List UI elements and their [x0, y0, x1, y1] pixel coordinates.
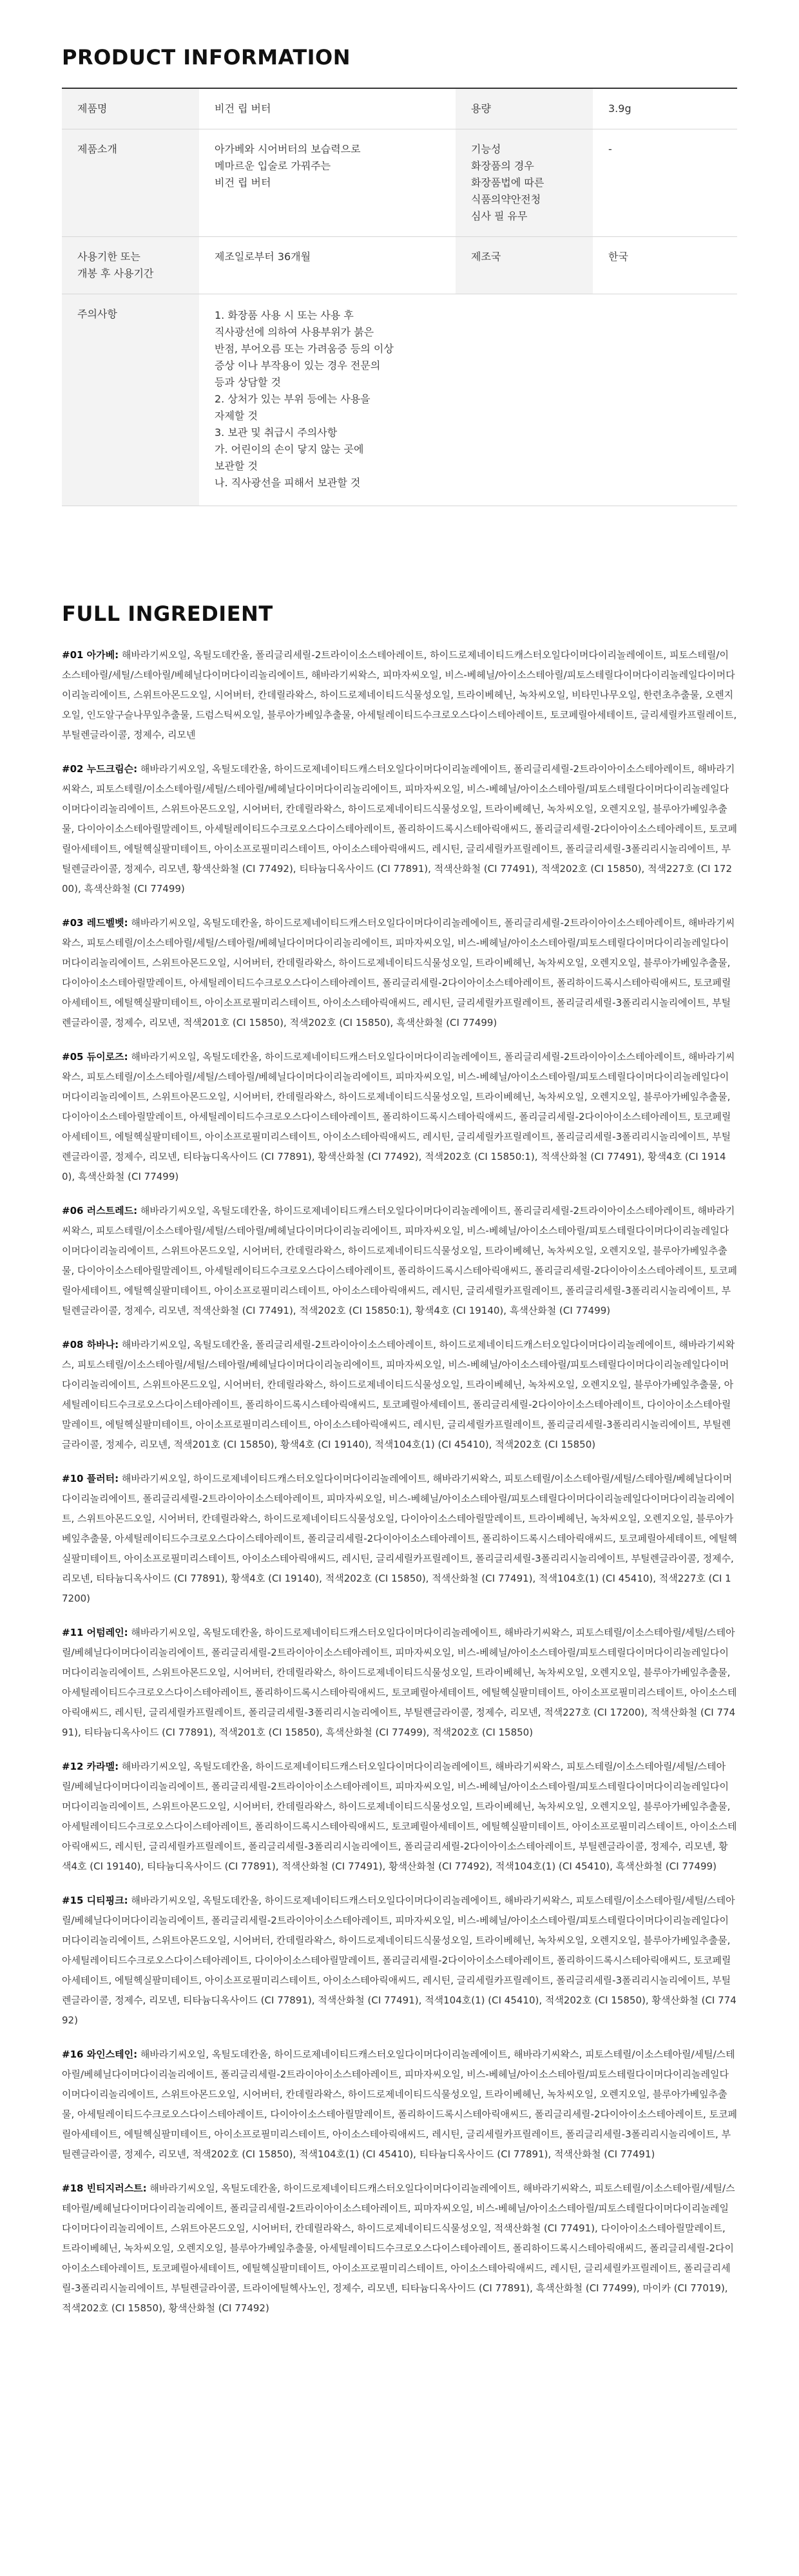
ingredient-item [62, 1623, 737, 1743]
ingredient-text: 해바라기씨오일, 옥틸도데칸올, 하이드로제네이티드캐스터오일다이머다이리놀레에이트, 해바라기씨왁스, 피토스테릴/이소스테아릴/세틸/스테아릴/베헤닐다이머다이리놀리에이트, 폴리글리세릴-2트라이아이소스테아레이트, 피마자씨오일, 비스-베헤닐/아이소스테아릴/피토스테릴다이머다이리놀레일다이머다이리놀리에이트, 스위트아몬드오일, 시어버터, 칸데릴라왁스, 하이드로제네이티드식물성오일, 적색산화철 (CI 77491), 다이아이소스테아릴말레이트, 트라이베헤닌, 녹차씨오일, 오렌지오일, 블루아가베잎추출물, 아세틸레이티드수크로오스다이스테아레이트, 폴리하이드록시스테아릭애씨드, 폴리글리세릴-2다이아이소스테아레이트, 토코페릴아세테이트, 에틸헥실팔미테이트, 아이소프로필미리스테이트, 아이소스테아릭애씨드, 레시틴, 글리세릴카프릴레이트, 폴리글리세릴-3폴리리시놀리에이트, 부틸렌글라이콜, 트라이에틸헥사노인, 정제수, 리모넨, 티타늄디옥사이드 (CI 77891), 흑색산화철 (CI 77499), 마이카 (CI 77019), 적색202호 (CI 15850), 황색산화철 (CI 77492) [62, 2183, 735, 2314]
table-row [62, 129, 737, 237]
ingredient-shade-name: #10 플러터: [62, 1473, 119, 1484]
ingredient-item [62, 1335, 737, 1455]
ingredient-text: 해바라기씨오일, 옥틸도데칸올, 하이드로제네이티드캐스터오일다이머다이리놀레에이트, 해바라기씨왁스, 피토스테릴/이소스테아릴/세틸/스테아릴/베헤닐다이머다이리놀리에이트, 폴리글리세릴-2트라이아이소스테아레이트, 피마자씨오일, 비스-베헤닐/아이소스테아릴/피토스테릴다이머다이리놀레일다이머다이리놀리에이트, 스위트아몬드오일, 시어버터, 칸데릴라왁스, 하이드로제네이티드식물성오일, 트라이베헤닌, 녹차씨오일, 오렌지오일, 블루아가베잎추출물, 아세틸레이티드수크로오스다이스테아레이트, 다이아이소스테아릴말레이트, 폴리글리세릴-2다이아이소스테아레이트, 폴리하이드록시스테아릭애씨드, 토코페릴아세테이트, 에틸헥실팔미테이트, 아이소프로필미리스테이트, 아이소스테아릭애씨드, 레시틴, 글리세릴카프릴레이트, 폴리글리세릴-3폴리리시놀리에이트, 부틸렌글라이콜, 정제수, 리모넨, 티타늄디옥사이드 (CI 77891), 적색산화철 (CI 77491), 적색104호(1) (CI 45410), 적색202호 (CI 15850), 황색산화철 (CI 77492) [62, 1895, 736, 2026]
label-expiry: 사용기한 또는 개봉 후 사용기간 [62, 237, 199, 294]
ingredient-item [62, 645, 737, 745]
ingredient-text: 해바라기씨오일, 옥틸도데칸올, 하이드로제네이티드캐스터오일다이머다이리놀레에이트, 폴리글리세릴-2트라이아이소스테아레이트, 해바라기씨왁스, 피토스테릴/이소스테아릴/세틸/스테아릴/베헤닐다이머다이리놀리에이트, 피마자씨오일, 비스-베헤닐/아이소스테아릴/피토스테릴다이머다이리놀레일다이머다이리놀리에이트, 스위트아몬드오일, 시어버터, 칸데릴라왁스, 하이드로제네이티드식물성오일, 트라이베헤닌, 녹차씨오일, 오렌지오일, 블루아가베잎추출물, 다이아이소스테아릴말레이트, 아세틸레이티드수크로오스다이스테아레이트, 폴리글리세릴-2다이아이소스테아레이트, 폴리하이드록시스테아릭애씨드, 토코페릴아세테이트, 에틸헥실팔미테이트, 아이소프로필미리스테이트, 아이소스테아릭애씨드, 레시틴, 글리세릴카프릴레이트, 폴리글리세릴-3폴리리시놀리에이트, 부틸렌글라이콜, 정제수, 리모넨, 적색201호 (CI 15850), 적색202호 (CI 15850), 흑색산화철 (CI 77499) [62, 917, 735, 1028]
ingredient-text: 해바라기씨오일, 옥틸도데칸올, 하이드로제네이티드캐스터오일다이머다이리놀레에이트, 폴리글리세릴-2트라이아이소스테아레이트, 해바라기씨왁스, 피토스테릴/이소스테아릴/세틸/스테아릴/베헤닐다이머다이리놀리에이트, 피마자씨오일, 비스-베헤닐/아이소스테아릴/피토스테릴다이머다이리놀레일다이머다이리놀리에이트, 스위트아몬드오일, 시어버터, 칸데릴라왁스, 하이드로제네이티드식물성오일, 트라이베헤닌, 녹차씨오일, 오렌지오일, 블루아가베잎추출물, 다이아이소스테아릴말레이트, 아세틸레이티드수크로오스다이스테아레이트, 폴리하이드록시스테아릭애씨드, 폴리글리세릴-2다이아이소스테아레이트, 토코페릴아세테이트, 에틸헥실팔미테이트, 아이소프로필미리스테이트, 아이소스테아릭애씨드, 레시틴, 글리세릴카프릴레이트, 폴리글리세릴-3폴리리시놀리에이트, 부틸렌글라이콜, 정제수, 리모넨, 황색산화철 (CI 77492), 티타늄디옥사이드 (CI 77891), 적색산화철 (CI 77491), 적색202호 (CI 15850), 적색227호 (CI 17200), 흑색산화철 (CI 77499) [62, 763, 737, 895]
ingredient-shade-name: #15 디티핑크: [62, 1895, 128, 1906]
ingredient-item [62, 1047, 737, 1187]
ingredient-text: 해바라기씨오일, 옥틸도데칸올, 하이드로제네이티드캐스터오일다이머다이리놀레에이트, 폴리글리세릴-2트라이아이소스테아레이트, 해바라기씨왁스, 피토스테릴/이소스테아릴/세틸/스테아릴/베헤닐다이머다이리놀리에이트, 피마자씨오일, 비스-베헤닐/아이소스테아릴/피토스테릴다이머다이리놀레일다이머다이리놀리에이트, 스위트아몬드오일, 시어버터, 칸데릴라왁스, 하이드로제네이티드식물성오일, 트라이베헤닌, 녹차씨오일, 오렌지오일, 블루아가베잎추출물, 다이아이소스테아릴말레이트, 아세틸레이티드수크로오스다이스테아레이트, 폴리하이드록시스테아릭애씨드, 폴리글리세릴-2다이아이소스테아레이트, 토코페릴아세테이트, 에틸헥실팔미테이트, 아이소프로필미리스테이트, 아이소스테아릭애씨드, 레시틴, 글리세릴카프릴레이트, 폴리글리세릴-3폴리리시놀리에이트, 부틸렌글라이콜, 정제수, 리모넨, 티타늄디옥사이드 (CI 77891), 황색산화철 (CI 77492), 적색202호 (CI 15850:1), 적색산화철 (CI 77491), 황색4호 (CI 19140), 흑색산화철 (CI 77499) [62, 1051, 735, 1182]
product-information-title: PRODUCT INFORMATION [62, 45, 351, 70]
ingredient-item [62, 2045, 737, 2164]
ingredient-shade-name: #03 레드벨벳: [62, 917, 128, 929]
value-expiry: 제조일로부터 36개월 [199, 237, 456, 294]
label-volume: 용량 [456, 88, 593, 129]
ingredient-text: 해바라기씨오일, 옥틸도데칸올, 하이드로제네이티드캐스터오일다이머다이리놀레에이트, 폴리글리세릴-2트라이아이소스테아레이트, 해바라기씨왁스, 피토스테릴/이소스테아릴/세틸/스테아릴/베헤닐다이머다이리놀리에이트, 피마자씨오일, 비스-베헤닐/아이소스테아릴/피토스테릴다이머다이리놀레일다이머다이리놀리에이트, 스위트아몬드오일, 시어버터, 칸데릴라왁스, 하이드로제네이티드식물성오일, 트라이베헤닌, 녹차씨오일, 오렌지오일, 블루아가베잎추출물, 다이아이소스테아릴말레이트, 아세틸레이티드수크로오스다이스테아레이트, 폴리하이드록시스테아릭애씨드, 폴리글리세릴-2다이아이소스테아레이트, 토코페릴아세테이트, 에틸헥실팔미테이트, 아이소프로필미리스테이트, 아이소스테아릭애씨드, 레시틴, 글리세릴카프릴레이트, 폴리글리세릴-3폴리리시놀리에이트, 부틸렌글라이콜, 정제수, 리모넨, 적색산화철 (CI 77491), 적색202호 (CI 15850:1), 황색4호 (CI 19140), 흑색산화철 (CI 77499) [62, 1205, 737, 1316]
ingredient-text: 해바라기씨오일, 옥틸도데칸올, 폴리글리세릴-2트라이아이소스테아레이트, 하이드로제네이티드캐스터오일다이머다이리놀레에이트, 해바라기씨왁스, 피토스테릴/이소스테아릴/세틸/스테아릴/베헤닐다이머다이리놀리에이트, 피마자씨오일, 비스-베헤닐/아이소스테아릴/피토스테릴다이머다이리놀레일다이머다이리놀리에이트, 스위트아몬드오일, 시어버터, 칸데릴라왁스, 하이드로제네이티드식물성오일, 트라이베헤닌, 녹차씨오일, 오렌지오일, 블루아가베잎추출물, 아세틸레이티드수크로오스다이스테아레이트, 폴리하이드록시스테아릭애씨드, 토코페릴아세테이트, 폴리글리세릴-2다이아이소스테아레이트, 다이아이소스테아릴말레이트, 에틸헥실팔미테이트, 아이소프로필미리스테이트, 아이소스테아릭애씨드, 레시틴, 글리세릴카프릴레이트, 폴리글리세릴-3폴리리시놀리에이트, 부틸렌글라이콜, 정제수, 리모넨, 적색201호 (CI 15850), 황색4호 (CI 19140), 적색104호(1) (CI 45410), 적색202호 (CI 15850) [62, 1339, 735, 1450]
label-product-name: 제품명 [62, 88, 199, 129]
table-row [62, 294, 737, 506]
ingredient-text: 해바라기씨오일, 옥틸도데칸올, 하이드로제네이티드캐스터오일다이머다이리놀레에이트, 해바라기씨왁스, 피토스테릴/이소스테아릴/세틸/스테아릴/베헤닐다이머다이리놀리에이트, 폴리글리세릴-2트라이아이소스테아레이트, 피마자씨오일, 비스-베헤닐/아이소스테아릴/피토스테릴다이머다이리놀레일다이머다이리놀리에이트, 스위트아몬드오일, 시어버터, 칸데릴라왁스, 하이드로제네이티드식물성오일, 트라이베헤닌, 녹차씨오일, 오렌지오일, 블루아가베잎추출물, 아세틸레이티드수크로오스다이스테아레이트, 폴리하이드록시스테아릭애씨드, 토코페릴아세테이트, 에틸헥실팔미테이트, 아이소프로필미리스테이트, 아이소스테아릭애씨드, 레시틴, 글리세릴카프릴레이트, 폴리글리세릴-3폴리리시놀리에이트, 폴리글리세릴-2다이아이소스테아레이트, 부틸렌글라이콜, 정제수, 리모넨, 황색4호 (CI 19140), 티타늄디옥사이드 (CI 77891), 적색산화철 (CI 77491), 황색산화철 (CI 77492), 적색104호(1) (CI 45410), 흑색산화철 (CI 77499) [62, 1761, 737, 1872]
ingredient-item [62, 1469, 737, 1609]
ingredient-shade-name: #18 빈티지러스트: [62, 2183, 147, 2194]
ingredient-item [62, 1201, 737, 1321]
label-country: 제조국 [456, 237, 593, 294]
value-functional-cosmetics: - [593, 129, 737, 237]
value-volume: 3.9g [593, 88, 737, 129]
ingredient-item [62, 1891, 737, 2031]
ingredient-shade-name: #12 카라멜: [62, 1761, 119, 1772]
ingredient-shade-name: #05 듀이로즈: [62, 1051, 128, 1063]
product-info-table [62, 88, 737, 506]
label-caution: 주의사항 [62, 294, 199, 506]
ingredient-shade-name: #01 아가베: [62, 649, 119, 661]
ingredient-item [62, 759, 737, 899]
ingredient-shade-name: #11 어텀레인: [62, 1627, 128, 1638]
ingredient-item [62, 913, 737, 1033]
label-functional-cosmetics: 기능성 화장품의 경우 화장품법에 따른 식품의약안전청 심사 필 유무 [456, 129, 593, 237]
ingredient-text: 해바라기씨오일, 옥틸도데칸올, 폴리글리세릴-2트라이이소스테아레이트, 하이드로제네이티드캐스터오일다이머다이리놀레에이트, 피토스테릴/이소스테아릴/세틸/스테아릴/베헤닐다이머다이리놀리에이트, 해바라기씨왁스, 피마자씨오일, 비스-베헤닐/아이소스테아릴/피토스테릴다이머다이리놀레일다이머다이리놀리에이트, 스위트아몬드오일, 시어버터, 칸데릴라왁스, 하이드로제네이티드식물성오일, 트라이베헤닌, 녹차씨오일, 비타민나무오일, 한련초추출물, 오렌지오일, 인도알구슬나무잎추출물, 드럼스틱씨오일, 블루아가베잎추출물, 아세틸레이티드수크로오스다이스테아레이트, 토코페릴아세테이트, 글리세릴카프릴레이트, 부틸렌글라이콜, 정제수, 리모넨 [62, 649, 737, 741]
ingredient-text: 해바라기씨오일, 옥틸도데칸올, 하이드로제네이티드캐스터오일다이머다이리놀레에이트, 해바라기씨왁스, 피토스테릴/이소스테아릴/세틸/스테아릴/베헤닐다이머다이리놀리에이트, 폴리글리세릴-2트라이아이소스테아레이트, 피마자씨오일, 비스-베헤닐/아이소스테아릴/피토스테릴다이머다이리놀레일다이머다이리놀리에이트, 스위트아몬드오일, 시어버터, 칸데릴라왁스, 하이드로제네이티드식물성오일, 트라이베헤닌, 녹차씨오일, 오렌지오일, 블루아가베잎추출물, 아세틸레이티드수크로오스다이스테아레이트, 다이아이소스테아릴말레이트, 폴리하이드록시스테아릭애씨드, 폴리글리세릴-2다이아이소스테아레이트, 토코페릴아세테이트, 에틸헥실팔미테이트, 아이소프로필미리스테이트, 아이소스테아릭애씨드, 레시틴, 글리세릴카프릴레이트, 폴리글리세릴-3폴리리시놀리에이트, 부틸렌글라이콜, 정제수, 리모넨, 적색202호 (CI 15850), 적색104호(1) (CI 45410), 티타늄디옥사이드 (CI 77891), 적색산화철 (CI 77491) [62, 2049, 737, 2160]
ingredient-shade-name: #06 러스트레드: [62, 1205, 138, 1217]
value-product-intro: 아가베와 시어버터의 보습력으로 메마르운 입술로 가꿔주는 비건 립 버터 [199, 129, 456, 237]
ingredient-shade-name: #02 누드크림슨: [62, 763, 138, 775]
table-row [62, 237, 737, 294]
label-product-intro: 제품소개 [62, 129, 199, 237]
full-ingredient-title: FULL INGREDIENT [62, 601, 273, 626]
ingredient-text: 해바라기씨오일, 하이드로제네이티드캐스터오일다이머다이리놀레에이트, 해바라기씨왁스, 피토스테릴/이소스테아릴/세틸/스테아릴/베헤닐다이머다이리놀리에이트, 폴리글리세릴-2트라이아이소스테아레이트, 피마자씨오일, 비스-베헤닐/아이소스테아릴/피토스테릴다이머다이리놀레일다이머다이리놀리에이트, 스위트아몬드오일, 시어버터, 칸데릴라왁스, 하이드로제네이티드식물성오일, 다이아이소스테아릴말레이트, 트라이베헤닌, 녹차씨오일, 오렌지오일, 블루아가베잎추출물, 아세틸레이티드수크로오스다이스테아레이트, 폴리글리세릴-2다이아이소스테아레이트, 폴리하이드록시스테아릭애씨드, 토코페릴아세테이트, 에틸헥실팔미테이트, 아이소프로필미리스테이트, 아이소스테아릭애씨드, 레시틴, 글리세릴카프릴레이트, 폴리글리세릴-3폴리리시놀리에이트, 부틸렌글라이콜, 정제수, 리모넨, 티타늄디옥사이드 (CI 77891), 황색4호 (CI 19140), 적색202호 (CI 15850), 적색산화철 (CI 77491), 적색104호(1) (CI 45410), 적색227호 (CI 17200) [62, 1473, 737, 1604]
ingredient-shade-name: #16 와인스테인: [62, 2049, 138, 2060]
ingredient-list [62, 645, 737, 2318]
value-product-name: 비건 립 버터 [199, 88, 456, 129]
value-caution: 1. 화장품 사용 시 또는 사용 후 직사광선에 의하여 사용부위가 붉은 반점, 부어오름 또는 가려움증 등의 이상 증상 이나 부작용이 있는 경우 전문의 등과 상담할 것 2. 상처가 있는 부위 등에는 사용을 자제할 것 3. 보관 및 취급시 주의사항 가. 어린이의 손이 닿지 않는 곳에 보관할 것 나. 직사광선을 피해서 보관할 것 [199, 294, 737, 506]
value-country: 한국 [593, 237, 737, 294]
table-row [62, 88, 737, 129]
ingredient-text: 해바라기씨오일, 옥틸도데칸올, 하이드로제네이티드캐스터오일다이머다이리놀레에이트, 해바라기씨왁스, 피토스테릴/이소스테아릴/세틸/스테아릴/베헤닐다이머다이리놀리에이트, 폴리글리세릴-2트라이아이소스테아레이트, 피마자씨오일, 비스-베헤닐/아이소스테아릴/피토스테릴다이머다이리놀레일다이머다이리놀리에이트, 스위트아몬드오일, 시어버터, 칸데릴라왁스, 하이드로제네이티드식물성오일, 트라이베헤닌, 녹차씨오일, 오렌지오일, 블루아가베잎추출물, 아세틸레이티드수크로오스다이스테아레이트, 폴리하이드록시스테아릭애씨드, 토코페릴아세테이트, 에틸헥실팔미테이트, 아이소프로필미리스테이트, 아이소스테아릭애씨드, 레시틴, 글리세릴카프릴레이트, 폴리글리세릴-3폴리리시놀리에이트, 부틸렌글라이콜, 정제수, 리모넨, 적색227호 (CI 17200), 적색산화철 (CI 77491), 티타늄디옥사이드 (CI 77891), 적색201호 (CI 15850), 흑색산화철 (CI 77499), 적색202호 (CI 15850) [62, 1627, 737, 1738]
ingredient-item [62, 2179, 737, 2318]
ingredient-item [62, 1757, 737, 1877]
ingredient-shade-name: #08 하바나: [62, 1339, 119, 1350]
